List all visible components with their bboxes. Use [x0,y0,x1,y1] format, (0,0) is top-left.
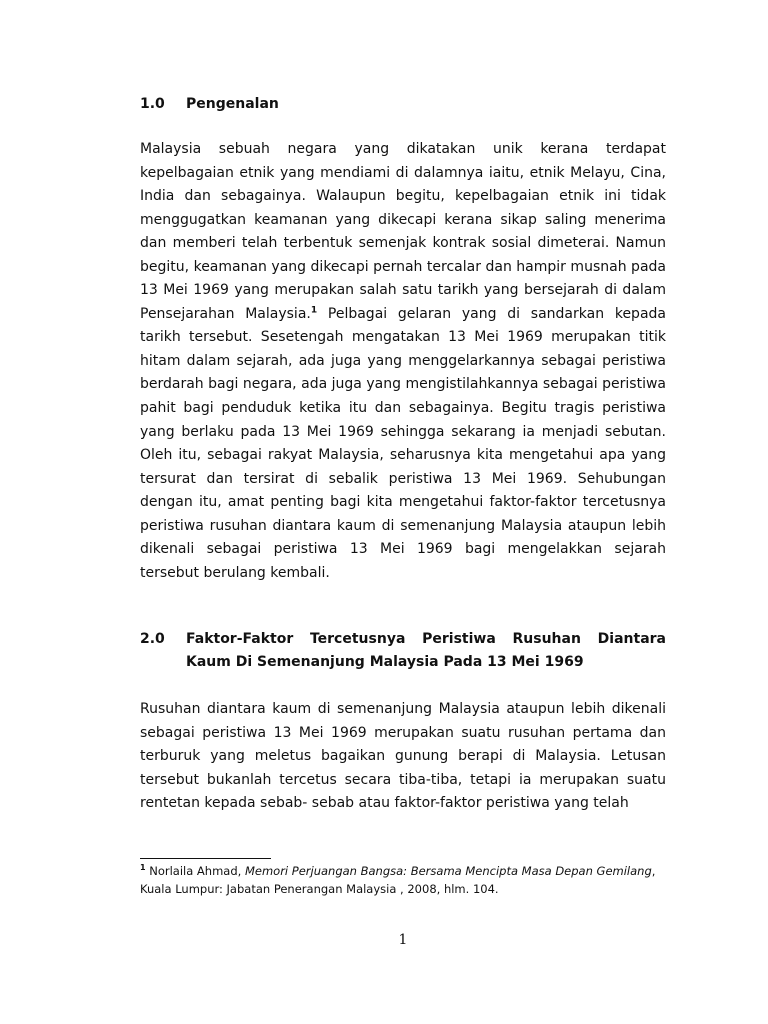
page-number: 1 [398,932,408,948]
footnote-author: Norlaila Ahmad, [145,864,245,878]
section-number: 1.0 [140,96,165,112]
paragraph-text: Malaysia sebuah negara yang dikatakan unik kerana terdapat kepelbagaian etnik yang mendiami di dalamnya iaitu, etnik Melayu, Cina, India dan sebagainya. Walaupun begitu, kepelbagaian etnik ini tidak menggugatkan keamanan yang dikecapi kerana sikap saling menerima dan memberi telah terbentuk semenjak kontrak sosial dimeterai. Namun begitu, keamanan yang dikecapi pernah tercalar dan hampir musnah pada 13 Mei 1969 yang merupakan salah satu tarikh yang bersejarah di dalam Pensejarahan Malaysia. [140,141,666,322]
footnote [140,862,666,898]
paragraph-text: Pelbagai gelaran yang di sandarkan kepada tarikh tersebut. Sesetengah mengatakan 13 Mei 1969 merupakan titik hitam dalam sejarah, ada juga yang menggelarkannya sebagai peristiwa berdarah bagi negara, ada juga yang mengistilahkannya sebagai peristiwa pahit bagi penduduk ketika itu dan sebagainya. Begitu tragis peristiwa yang berlaku pada 13 Mei 1969 sehingga sekarang ia menjadi sebutan. Oleh itu, sebagai rakyat Malaysia, seharusnya kita mengetahui apa yang tersurat dan tersirat di sebalik peristiwa 13 Mei 1969. Sehubungan dengan itu, amat penting bagi kita mengetahui faktor-faktor tercetusnya peristiwa rusuhan diantara kaum di semenanjung Malaysia ataupun lebih dikenali sebagai peristiwa 13 Mei 1969 bagi mengelakkan sejarah tersebut berulang kembali. [140,305,666,581]
footnote-publication: , Kuala Lumpur: Jabatan Penerangan Malaysia , 2008, hlm. 104. [140,864,656,896]
section-number: 2.0 [140,631,165,647]
footnote-separator [140,858,271,859]
footnote-reference[interactable]: 1 [310,305,318,316]
footnote-book-title: Memori Perjuangan Bangsa: Bersama Mencipta Masa Depan Gemilang [244,864,652,878]
section-heading-factors [140,628,666,674]
factors-paragraph: Rusuhan diantara kaum di semenanjung Malaysia ataupun lebih dikenali sebagai peristiwa 13 Mei 1969 merupakan suatu rusuhan pertama dan terburuk yang meletus bagaikan gunung berapi di Malaysia. Letusan tersebut bukanlah tercetus secara tiba-tiba, tetapi ia merupakan suatu rentetan kepada sebab- sebab atau faktor-faktor peristiwa yang telah [140,701,666,812]
section-title: Pengenalan [186,96,279,112]
footnote-number: 1 [140,863,146,873]
document-page [140,0,666,1024]
introduction-paragraph [140,138,666,585]
section-title: Faktor-Faktor Tercetusnya Peristiwa Rusuhan Diantara Kaum Di Semenanjung Malaysia Pada 13 Mei 1969 [186,631,666,670]
section-heading-introduction [140,93,666,116]
